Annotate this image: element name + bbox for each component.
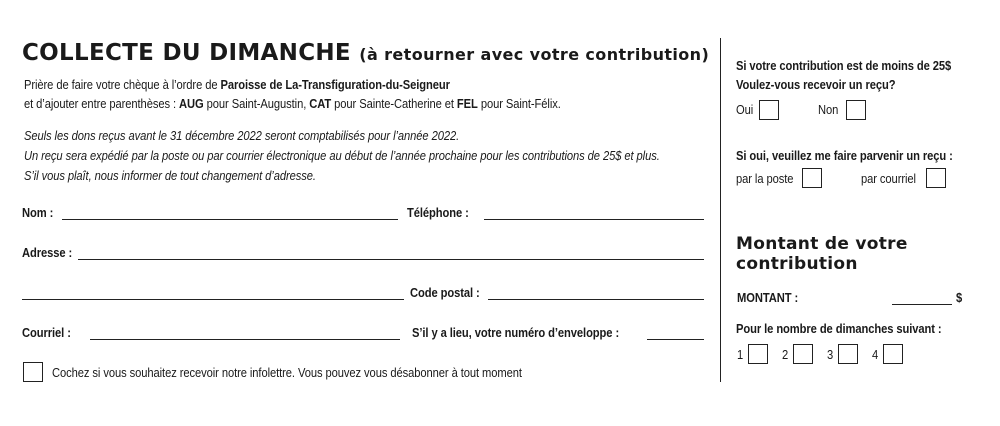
code-aug: AUG bbox=[179, 96, 204, 111]
receipt-question-2: Voulez-vous recevoir un reçu? bbox=[736, 77, 896, 92]
instruction-line-1 bbox=[24, 77, 450, 92]
parish-name: Paroisse de La-Transfiguration-du-Seigneur bbox=[220, 77, 450, 92]
column-divider bbox=[720, 38, 721, 382]
name-label: Nom : bbox=[22, 205, 54, 220]
code-fel: FEL bbox=[456, 96, 478, 111]
receipt-email-checkbox[interactable] bbox=[926, 168, 946, 188]
note-line: Un reçu sera expédié par la poste ou par courrier électronique au début de l’année prochaine pour les contributions de 25$ et plus. bbox=[24, 148, 660, 163]
code-cat: CAT bbox=[309, 96, 332, 111]
receipt-no-label: Non bbox=[818, 102, 839, 117]
instruction-text: Prière de faire votre chèque à l’ordre de bbox=[24, 77, 221, 92]
sundays-label: Pour le nombre de dimanches suivant : bbox=[736, 321, 942, 336]
amount-field[interactable] bbox=[892, 304, 952, 305]
instruction-text: et d’ajouter entre parenthèses : bbox=[24, 96, 180, 111]
receipt-yes-label: Oui bbox=[736, 102, 754, 117]
receipt-no-checkbox[interactable] bbox=[846, 100, 866, 120]
receipt-mail-label: par la poste bbox=[736, 171, 794, 186]
name-field[interactable] bbox=[62, 219, 398, 220]
amount-label: MONTANT : bbox=[737, 290, 799, 305]
sunday-option-label: 3 bbox=[827, 347, 834, 362]
sunday-option-label: 1 bbox=[737, 347, 744, 362]
title-subtitle: (à retourner avec votre contribution) bbox=[359, 45, 710, 64]
sunday-option-4-checkbox[interactable] bbox=[883, 344, 903, 364]
address-field-line-2[interactable] bbox=[22, 299, 404, 300]
sunday-option-label: 4 bbox=[872, 347, 879, 362]
note-line: S’il vous plaît, nous informer de tout changement d’adresse. bbox=[24, 168, 316, 183]
envelope-number-label: S’il y a lieu, votre numéro d’enveloppe : bbox=[412, 325, 620, 340]
postal-code-label: Code postal : bbox=[410, 285, 480, 300]
sunday-option-2-checkbox[interactable] bbox=[793, 344, 813, 364]
currency-symbol: $ bbox=[956, 290, 963, 305]
title-main: COLLECTE DU DIMANCHE bbox=[22, 40, 351, 66]
address-label: Adresse : bbox=[22, 245, 73, 260]
postal-code-field[interactable] bbox=[488, 299, 704, 300]
newsletter-checkbox[interactable] bbox=[23, 362, 43, 382]
form-title bbox=[22, 40, 709, 66]
envelope-number-field[interactable] bbox=[647, 339, 704, 340]
receipt-mail-checkbox[interactable] bbox=[802, 168, 822, 188]
note-line: Seuls les dons reçus avant le 31 décembre 2022 seront comptabilisés pour l’année 2022. bbox=[24, 128, 460, 143]
email-field[interactable] bbox=[90, 339, 400, 340]
amount-section-title: Montant de votre contribution bbox=[736, 234, 908, 274]
phone-field[interactable] bbox=[484, 219, 704, 220]
code-aug-text: pour Saint-Augustin, bbox=[203, 96, 310, 111]
address-field[interactable] bbox=[78, 259, 704, 260]
sunday-option-label: 2 bbox=[782, 347, 789, 362]
receipt-yes-checkbox[interactable] bbox=[759, 100, 779, 120]
receipt-question-1: Si votre contribution est de moins de 25$ bbox=[736, 58, 952, 73]
sunday-option-1-checkbox[interactable] bbox=[748, 344, 768, 364]
receipt-email-label: par courriel bbox=[861, 171, 916, 186]
code-cat-text: pour Sainte-Catherine et bbox=[331, 96, 457, 111]
phone-label: Téléphone : bbox=[407, 205, 469, 220]
newsletter-label: Cochez si vous souhaitez recevoir notre infolettre. Vous pouvez vous désabonner à tout moment bbox=[52, 365, 522, 380]
email-label: Courriel : bbox=[22, 325, 71, 340]
receipt-method-question: Si oui, veuillez me faire parvenir un reçu : bbox=[736, 148, 953, 163]
code-fel-text: pour Saint-Félix. bbox=[477, 96, 561, 111]
instruction-line-2 bbox=[24, 96, 561, 111]
sunday-option-3-checkbox[interactable] bbox=[838, 344, 858, 364]
